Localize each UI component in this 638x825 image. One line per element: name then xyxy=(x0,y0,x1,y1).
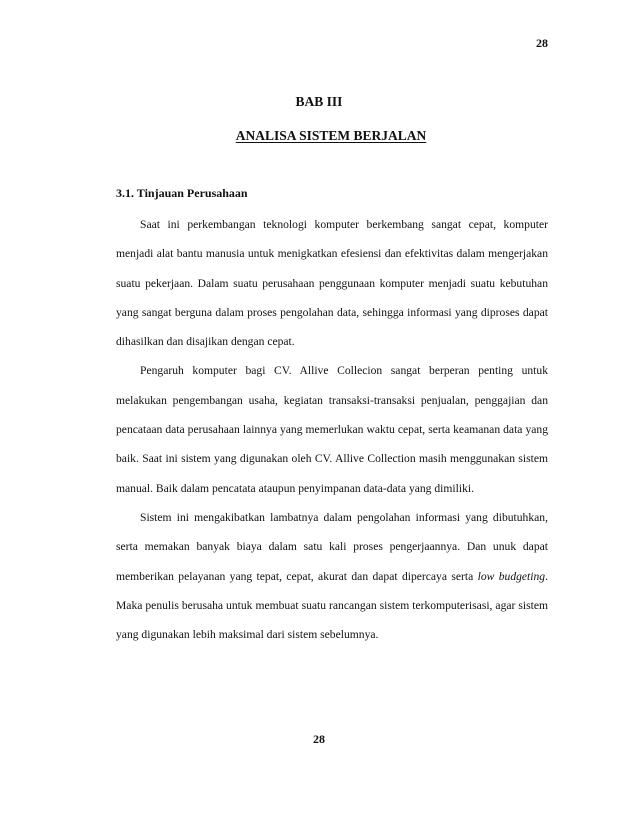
section-heading: 3.1. Tinjauan Perusahaan xyxy=(116,186,248,200)
chapter-label: BAB III xyxy=(295,94,343,109)
chapter-title: ANALISA SISTEM BERJALAN xyxy=(235,128,427,143)
page-number-top: 28 xyxy=(536,36,548,50)
paragraph-3-text-before: Sistem ini mengakibatkan lambatnya dalam pengolahan informasi yang dibutuhkan, serta memakan banyak biaya dalam satu kali proses pengerjaannya. Dan unuk dapat memberikan pelayanan yang tepat, cepat, akurat dan dapat dipercaya serta xyxy=(116,510,548,583)
paragraph-3 xyxy=(116,503,548,649)
body-text xyxy=(116,210,548,649)
paragraph-2: Pengaruh komputer bagi CV. Allive Collecion sangat berperan penting untuk melakukan pengembangan usaha, kegiatan transaksi-transaksi penjualan, penggajian dan pencataan data perusahaan lainnya yang memerlukan waktu cepat, serta keamanan data yang baik. Saat ini sistem yang digunakan oleh CV. Allive Collection masih menggunakan sistem manual. Baik dalam pencatata ataupun penyimpanan data-data yang dimiliki. xyxy=(116,364,548,495)
paragraph-1: Saat ini perkembangan teknologi komputer berkembang sangat cepat, komputer menjadi alat bantu manusia untuk menigkatkan efesiensi dan efektivitas dalam mengerjakan suatu pekerjaan. Dalam suatu perusahaan penggunaan komputer menjadi suatu kebutuhan yang sangat berguna dalam proses pengolahan data, sehingga informasi yang diproses dapat dihasilkan dan disajikan dengan cepat. xyxy=(116,218,548,349)
paragraph-3-text-after: . Maka penulis berusaha untuk membuat suatu rancangan sistem terkomputerisasi, agar sistem yang digunakan lebih maksimal dari sistem sebelumnya. xyxy=(116,569,548,642)
paragraph-3-emphasis: low budgeting xyxy=(477,569,546,583)
page-number-bottom: 28 xyxy=(313,732,325,746)
